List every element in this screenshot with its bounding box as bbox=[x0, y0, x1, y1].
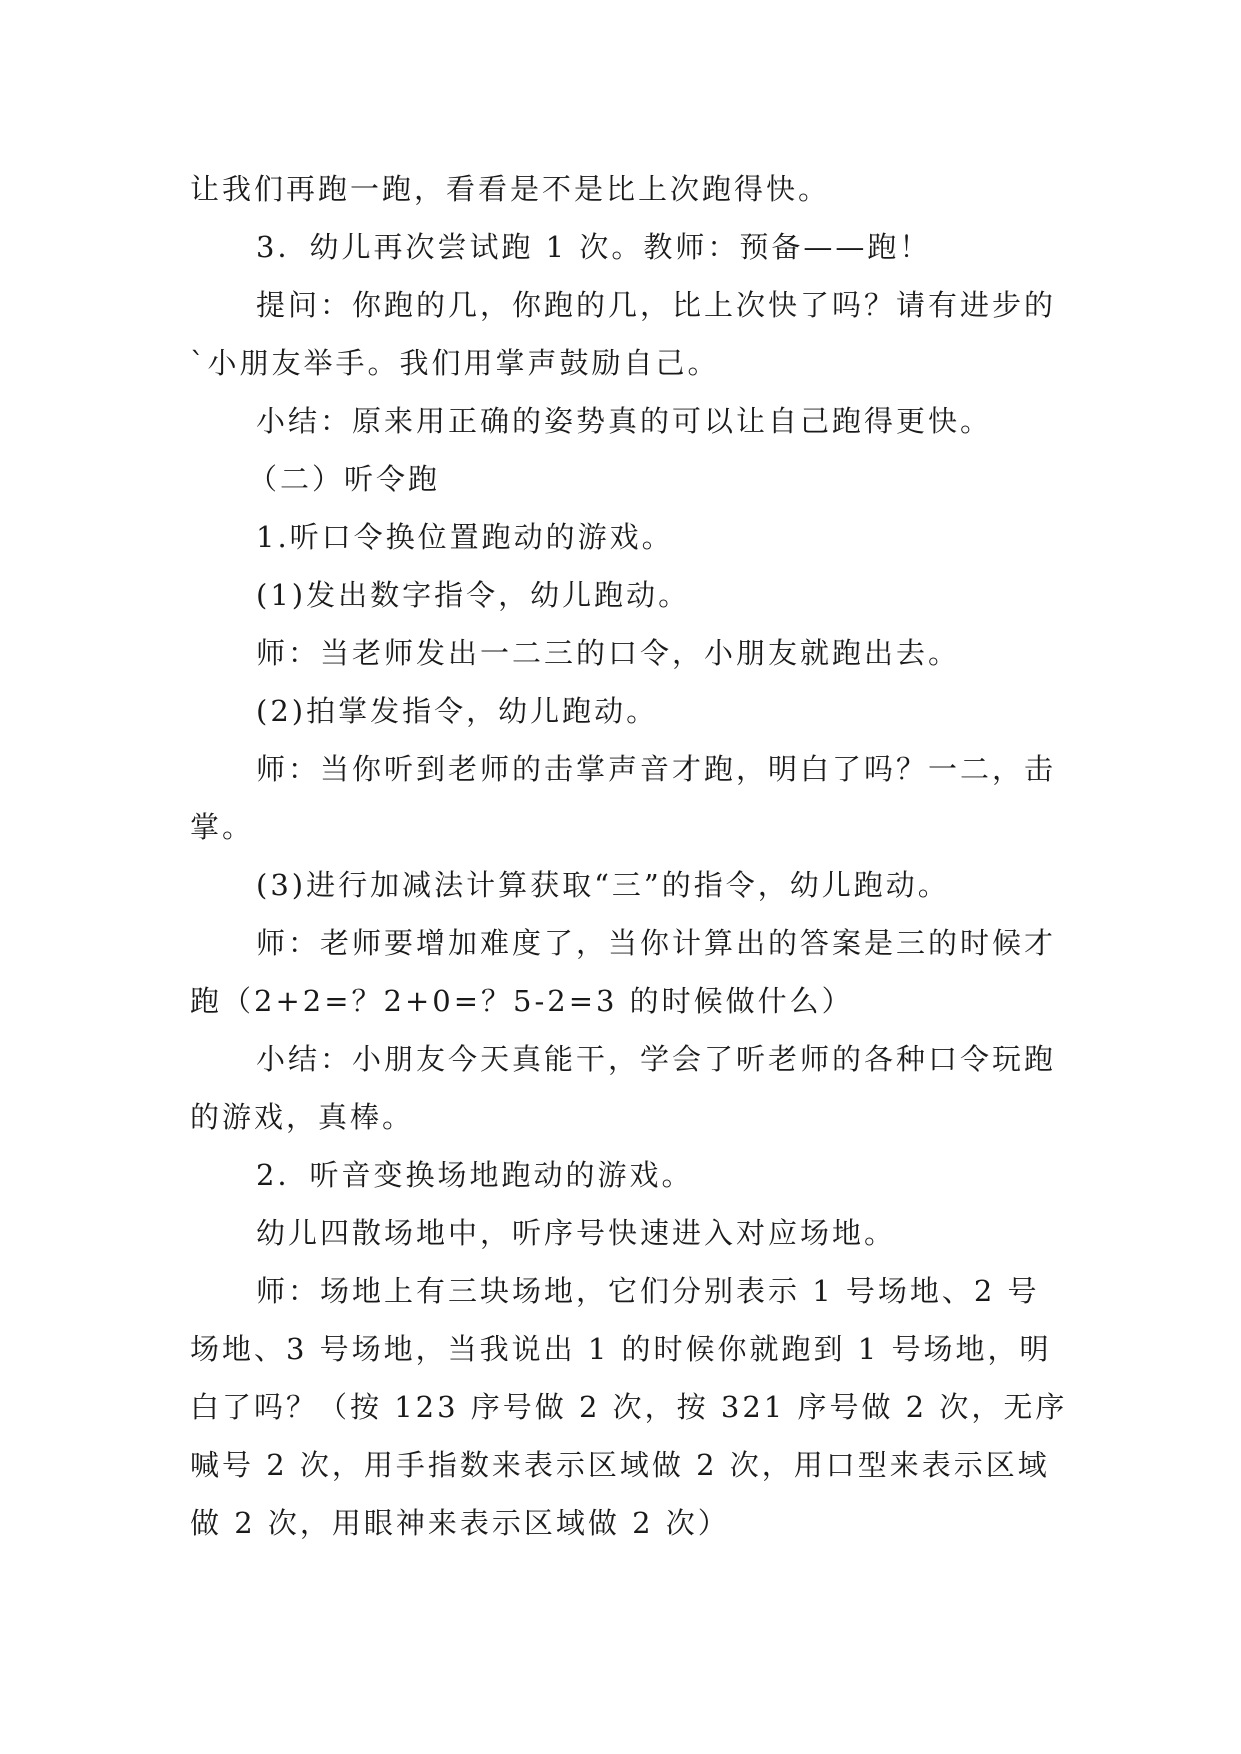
paragraph-12: 师：老师要增加难度了，当你计算出的答案是三的时候才跑（2+2=？2+0=？5-2=3 的时候做什么） bbox=[190, 926, 1057, 1018]
paragraph-2: 3．幼儿再次尝试跑 1 次。教师：预备——跑！ bbox=[256, 230, 932, 264]
paragraph-10: 师：当你听到老师的击掌声音才跑，明白了吗？一二，击掌。 bbox=[190, 752, 1057, 844]
document-body bbox=[190, 160, 1070, 1552]
section-heading: （二）听令跑 bbox=[248, 462, 441, 496]
paragraph-9: (2)拍掌发指令，幼儿跑动。 bbox=[256, 694, 659, 728]
paragraph-4: 小结：原来用正确的姿势真的可以让自己跑得更快。 bbox=[256, 404, 993, 438]
paragraph-8: 师：当老师发出一二三的口令，小朋友就跑出去。 bbox=[256, 636, 961, 670]
paragraph-7: (1)发出数字指令，幼儿跑动。 bbox=[256, 578, 691, 612]
paragraph-1: 让我们再跑一跑，看看是不是比上次跑得快。 bbox=[190, 172, 831, 206]
paragraph-6: 1.听口令换位置跑动的游戏。 bbox=[256, 520, 674, 554]
paragraph-16: 师：场地上有三块场地，它们分别表示 1 号场地、2 号场地、3 号场地，当我说出 1 的时候你就跑到 1 号场地，明白了吗？（按 123 序号做 2 次，按 321 序号做 2 次，无序喊号 2 次，用手指数来表示区域做 2 次，用口型来表示区域做 2 次，用眼神来表示区域做 2 次） bbox=[190, 1274, 1068, 1540]
paragraph-14: 2．听音变换场地跑动的游戏。 bbox=[256, 1158, 694, 1192]
paragraph-15: 幼儿四散场地中，听序号快速进入对应场地。 bbox=[256, 1216, 897, 1250]
paragraph-11: (3)进行加减法计算获取“三”的指令，幼儿跑动。 bbox=[256, 868, 950, 902]
paragraph-3: 提问：你跑的几，你跑的几，比上次快了吗？请有进步的`小朋友举手。我们用掌声鼓励自己。 bbox=[190, 288, 1057, 380]
paragraph-13: 小结：小朋友今天真能干，学会了听老师的各种口令玩跑的游戏，真棒。 bbox=[190, 1042, 1057, 1134]
